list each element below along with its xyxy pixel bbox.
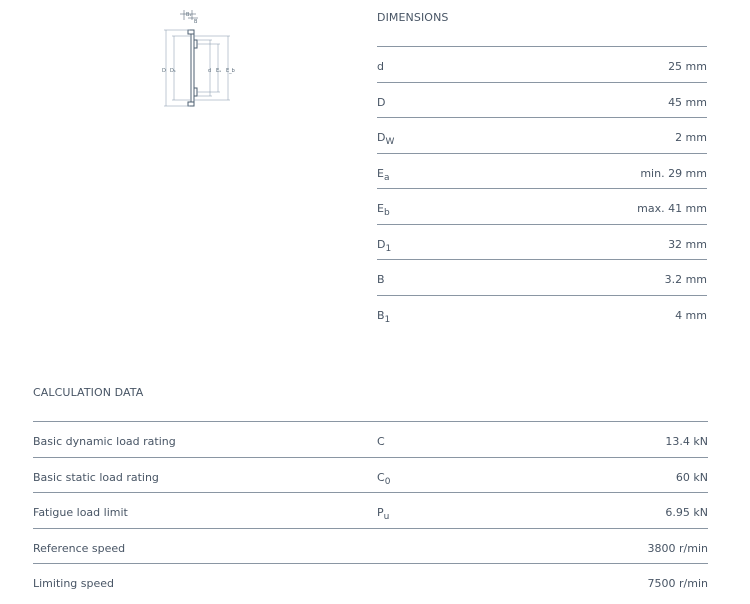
dimension-value: min. 29 mm [640,166,707,180]
dimension-row [377,224,707,260]
calculation-value: 13.4 kN [665,435,708,448]
calculation-label: Limiting speed [33,577,115,590]
calculation-symbol: $C_0$ [377,470,391,487]
calculation-symbol: $P_u$ [377,506,390,522]
calculation-row [33,457,708,493]
dimension-symbol: $B_1$ [377,308,391,325]
drawing-label-b1: B₁ [186,12,192,18]
dimensions-table [377,46,707,330]
dimension-symbol: B [377,273,385,286]
drawing-label-eb: E_b [226,68,235,74]
calculation-label: Reference speed [33,541,126,555]
drawing-label-d-outer: D [162,68,166,74]
calculation-value: 60 kN [675,470,708,484]
dimension-row [377,188,707,224]
dimension-value: 32 mm [668,237,707,251]
drawing-label-d1: D₁ [170,68,176,74]
calculation-row [33,563,708,599]
dimensions-title: DIMENSIONS [377,11,449,24]
dimension-symbol: $D_1$ [377,237,392,254]
drawing-label-d-inner: d [208,68,212,74]
dimension-symbol: d [377,60,384,73]
dimension-value: 2 mm [675,131,707,144]
dimension-row [377,82,707,118]
calculation-data-table [33,421,708,599]
calculation-symbol: C [377,435,385,448]
dimension-row [377,117,707,153]
calculation-label: Fatigue load limit [33,506,128,519]
dimension-value: max. 41 mm [637,202,707,215]
calculation-label: Basic static load rating [33,470,159,484]
calculation-row [33,421,708,457]
dimension-symbol: $E_b$ [377,202,390,218]
calculation-value: 6.95 kN [665,506,708,519]
dimension-value: 4 mm [675,308,707,322]
calculation-label: Basic dynamic load rating [33,435,176,448]
calculation-value: 3800 r/min [647,541,708,555]
calculation-row [33,528,708,564]
calculation-data-title: CALCULATION DATA [33,386,144,399]
drawing-label-b: B [194,19,198,25]
dimension-row [377,153,707,189]
dimension-value: 45 mm [668,95,707,109]
drawing-section-outline [188,30,197,106]
dimension-symbol: $D_W$ [377,131,395,147]
dimension-value: 25 mm [668,60,707,73]
calculation-value: 7500 r/min [647,577,708,590]
drawing-label-ea: Eₐ [216,68,222,74]
bearing-cross-section-drawing [150,6,240,130]
dimension-symbol: D [377,95,386,109]
dimension-row [377,46,707,82]
calculation-row [33,492,708,528]
dimension-value: 3.2 mm [664,273,707,286]
drawing-left-dimension-lines [164,30,190,106]
dimension-symbol: $E_a$ [377,166,390,183]
dimension-row [377,259,707,295]
dimension-row [377,295,707,331]
drawing-right-dimension-lines [194,36,230,100]
